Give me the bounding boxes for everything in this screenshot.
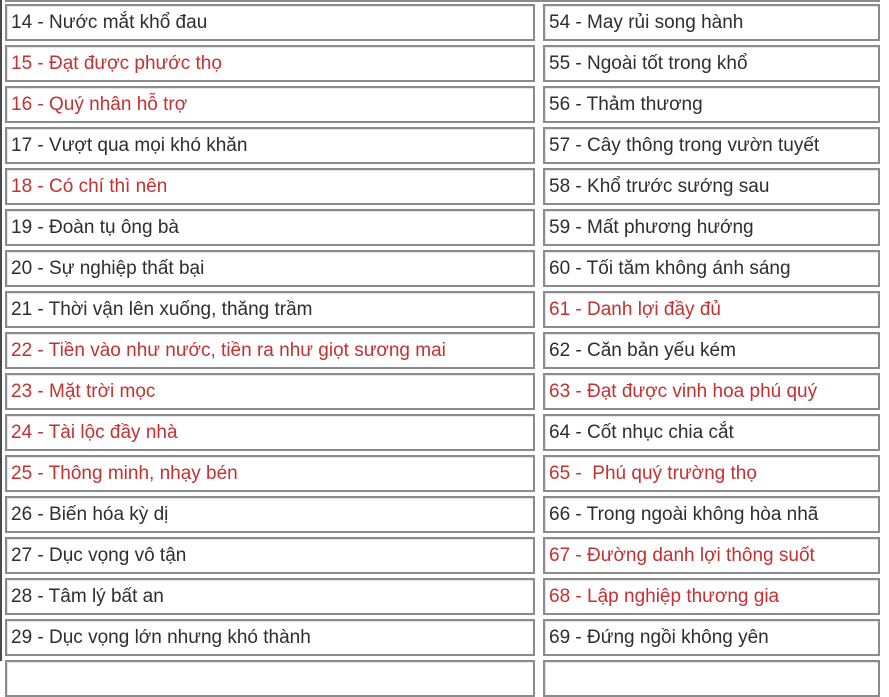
fortune-row-label: 23 - Mặt trời mọc bbox=[11, 381, 156, 402]
fortune-row bbox=[543, 168, 880, 205]
fortune-row bbox=[5, 578, 535, 615]
fortune-row-label: 19 - Đoàn tụ ông bà bbox=[11, 217, 179, 238]
fortune-row bbox=[543, 578, 880, 615]
fortune-row-label: 22 - Tiền vào như nước, tiền ra như giọt sương mai bbox=[11, 340, 446, 361]
fortune-row-partial bbox=[543, 660, 880, 697]
fortune-row-label: 14 - Nước mắt khổ đau bbox=[11, 12, 208, 33]
fortune-row-label: 26 - Biến hóa kỳ dị bbox=[11, 504, 169, 525]
fortune-row-label: 63 - Đạt được vinh hoa phú quý bbox=[549, 381, 818, 402]
fortune-row-partial bbox=[5, 660, 535, 697]
fortune-row bbox=[5, 209, 535, 246]
fortune-row bbox=[5, 619, 535, 656]
fortune-row-label: 20 - Sự nghiệp thất bại bbox=[11, 258, 205, 279]
fortune-row-label: 66 - Trong ngoài không hòa nhã bbox=[549, 504, 819, 525]
fortune-row-label: 29 - Dục vọng lớn nhưng khó thành bbox=[11, 627, 311, 648]
fortune-row-label: 54 - May rủi song hành bbox=[549, 12, 744, 33]
fortune-row-label: 21 - Thời vận lên xuống, thăng trầm bbox=[11, 299, 313, 320]
fortune-row-label: 64 - Cốt nhục chia cắt bbox=[549, 422, 734, 443]
fortune-row-label: 55 - Ngoài tốt trong khổ bbox=[549, 53, 748, 74]
fortune-row-label: 60 - Tối tăm không ánh sáng bbox=[549, 258, 791, 279]
fortune-row-label: 57 - Cây thông trong vườn tuyết bbox=[549, 135, 820, 156]
fortune-row bbox=[5, 537, 535, 574]
table-outer-left-border bbox=[0, 0, 2, 661]
fortune-table bbox=[5, 4, 880, 697]
fortune-row bbox=[5, 250, 535, 287]
fortune-row bbox=[5, 373, 535, 410]
fortune-row bbox=[543, 250, 880, 287]
fortune-row bbox=[5, 4, 535, 41]
fortune-row bbox=[5, 332, 535, 369]
fortune-row bbox=[5, 127, 535, 164]
fortune-row-label: 68 - Lập nghiệp thương gia bbox=[549, 586, 780, 607]
fortune-row bbox=[543, 86, 880, 123]
fortune-row-label: 15 - Đạt được phước thọ bbox=[11, 53, 222, 74]
fortune-row-label: 28 - Tâm lý bất an bbox=[11, 586, 164, 607]
fortune-row bbox=[5, 291, 535, 328]
fortune-row bbox=[543, 414, 880, 451]
fortune-row-label: 62 - Căn bản yếu kém bbox=[549, 340, 736, 361]
fortune-row-label: 18 - Có chí thì nên bbox=[11, 176, 168, 197]
fortune-row-label: 56 - Thảm thương bbox=[549, 94, 703, 115]
fortune-row bbox=[543, 619, 880, 656]
fortune-row bbox=[543, 4, 880, 41]
fortune-row-label: 65 - Phú quý trường thọ bbox=[549, 463, 757, 484]
fortune-row bbox=[5, 496, 535, 533]
fortune-row bbox=[5, 414, 535, 451]
fortune-row bbox=[543, 332, 880, 369]
fortune-row-label: 58 - Khổ trước sướng sau bbox=[549, 176, 770, 197]
fortune-row bbox=[543, 455, 880, 492]
fortune-row bbox=[543, 537, 880, 574]
fortune-row-label: 61 - Danh lợi đầy đủ bbox=[549, 299, 721, 320]
fortune-row-label: 16 - Quý nhân hỗ trợ bbox=[11, 94, 188, 115]
table-top-cut-border bbox=[5, 0, 880, 2]
fortune-row bbox=[5, 168, 535, 205]
fortune-row-label: 67 - Đường danh lợi thông suốt bbox=[549, 545, 815, 566]
fortune-row bbox=[543, 127, 880, 164]
fortune-row-label: 27 - Dục vọng vô tận bbox=[11, 545, 187, 566]
fortune-row-label: 69 - Đứng ngồi không yên bbox=[549, 627, 769, 648]
fortune-row bbox=[543, 45, 880, 82]
fortune-row bbox=[5, 45, 535, 82]
fortune-row bbox=[543, 291, 880, 328]
fortune-row bbox=[543, 373, 880, 410]
fortune-row bbox=[543, 209, 880, 246]
fortune-row-label: 24 - Tài lộc đầy nhà bbox=[11, 422, 178, 443]
fortune-row-label: 17 - Vượt qua mọi khó khăn bbox=[11, 135, 248, 156]
fortune-row-label: 59 - Mất phương hướng bbox=[549, 217, 754, 238]
fortune-row bbox=[5, 86, 535, 123]
fortune-row bbox=[5, 455, 535, 492]
fortune-row bbox=[543, 496, 880, 533]
fortune-row-label: 25 - Thông minh, nhạy bén bbox=[11, 463, 238, 484]
